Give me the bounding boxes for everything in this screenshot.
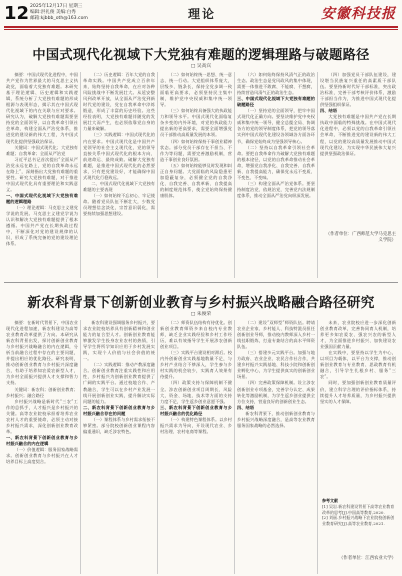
article1-column-1	[6, 72, 78, 278]
paragraph: 习近平总书记首次提出“全面从严治党永远在路上，党的自我革命永远在路上”，深刻指出大党独有难题的重要性。研究大党独有难题，对于推进中国式现代化具有重要理论和实践意义。	[6, 156, 78, 192]
paragraph: （四）完善政策保障机制。设立涉农创新创业专项基金，完善学分认定、成果转化等激励机制，为学生返乡创业提供全方位支持，营造良好的创新创业生态。	[237, 380, 315, 404]
paragraph: （三）实践逻辑：中国式现代化的内在要求。中国式现代化是中国共产党领导的社会主义现代化，党的领导直接关系中国式现代化的根本方向、前途命运、最终成败。破解大党独有难题，是推进中国式现代化的必然要求，只有把党建设好，才能确保中国式现代化行稳致远。	[83, 132, 155, 180]
article1-column-2	[83, 72, 155, 278]
issue-editor: 编辑:洪礼俊 美编:白秀	[30, 10, 76, 16]
paragraph: 新农科背景下，推动创新创业教育与乡村振兴战略深度融合，是高等农业教育服务国家战略的必然选择。	[237, 410, 315, 428]
masthead	[0, 0, 402, 30]
paragraph: 大党独有难题是中国共产党在长期执政中面临的特殊挑战。在中国式现代化进程中，必须以党的自我革命引领社会革命，不断推进党的建设新的伟大工程，以党的建设高质量发展推动中国式现代化建设，为实现中华民族伟大复兴提供坚强政治保证。	[320, 114, 396, 156]
paragraph: （四）政策支持与保障机制不健全。涉农创新创业项目周期长、风险大，资金、场地、技术等方面的支持力度不足，学生返乡创业意愿不强。	[160, 380, 232, 404]
subheading: 三、中国式现代化视域下大党独有难题的破题路径	[237, 96, 315, 108]
article2-column-2	[83, 320, 155, 574]
article2-column-4	[237, 320, 315, 574]
paragraph: （三）如何始终具备强大的执政能力和领导水平。中国式现代化面临复杂多变的内外环境，对党的执政能力提出新的更高要求，需要全面增强党员干部推动高质量发展的本领。	[160, 108, 232, 138]
header-rule	[4, 26, 398, 28]
paragraph: （二）坚持以自我革命引领社会革命。要把自我革命作为破解大党独有难题的根本途径，以党的自我革命推动社会革命，增强党自我净化、自我完善、自我革新、自我提高能力，确保党永远不变质、不变色、不变味。	[237, 144, 315, 180]
paragraph: （一）价值逻辑：服务国家战略需求。创新创业教育与乡村振兴在人才培养目标上高度契合。	[6, 446, 78, 465]
paragraph: （四）加强党员干部队伍建设，建设堪当民族复兴重任的高素质干部队伍。要坚持新时代好干部标准，突出政治标准，完善干部考核评价体系，激励干部担当作为，为推进中国式现代化提供坚强组织保证。	[320, 72, 396, 108]
subheading: 三、新农科背景下创新创业教育与乡村振兴融合的优化路径	[160, 404, 232, 416]
issue-meta	[30, 4, 88, 23]
paragraph: 摘要：在新时代背景下，中国农业现代化进程加速，新农科建设为高等农业教育改革提供了方向。本研究从新农科背景出发，探讨创新创业教育与乡村振兴战略融合的内在逻辑，分析当前融合过程中存在的主要问题，并提出相应的优化路径。研究表明，推动创新创业教育与乡村振兴深度融合，有助于培养知农爱农新型人才，为乡村全面振兴提供人才支撑和智力支持。	[6, 320, 78, 386]
paragraph: （三）搭建多元实践平台。加强与地方政府、农业企业、农民合作社合作，共建乡村振兴实践基地、科技小院和创新创业孵化中心，为学生提供真实的创新创业场景。	[237, 350, 315, 380]
paragraph: 同时，要加强创新创业教育质量评价，建立科学合理的评价指标体系，持续提升人才培养质量，为乡村振兴提供坚实的人才保障。	[320, 380, 396, 404]
article1-column-5	[320, 72, 396, 232]
article1-author-bio: （作者单位：广西师范大学马克思主义学院）	[325, 232, 396, 243]
article-divider	[4, 282, 398, 283]
paragraph: （二）师资队伍结构有待优化。创新创业教育师资多来自校内专业教师，缺乏企业实践经验和乡村工作经历，难以有效指导学生开展涉农创新创业项目。	[160, 320, 232, 350]
article2-references	[322, 498, 396, 527]
issue-email: 邮箱:kjbbb_oth@163.com	[30, 16, 88, 22]
paragraph: （一）如何始终不忘初心、牢记使命。随着党员队伍不断壮大，少数党员理想信念淡化，宗旨意识弱化，需要持续加强思想建设。	[83, 192, 155, 217]
newspaper-logo: 安徽科技报	[321, 6, 396, 22]
paragraph: （二）建设“双师型”师资队伍。聘请农业企业家、乡村能人、科技特派员担任创新创业导师，推动校内教师深入乡村一线挂职锻炼，打造专兼结合的高水平师资队伍。	[237, 320, 315, 350]
paragraph: （一）构建特色课程体系。以乡村振兴需求为导向，开设现代农业、乡村治理、农村电商等课程。	[160, 416, 232, 434]
paragraph: （一）坚持党的全面领导，把牢中国式现代化正确方向。要坚决维护党中央权威和集中统一领导，健全总揽全局、协调各方的党的领导制度体系，把党的领导落实到中国式现代化建设各领域各方面各环节，确保党始终成为坚强领导核心。	[237, 108, 315, 144]
article2-author-bio: （作者单位：江西农业大学）	[338, 556, 396, 561]
article2-column-3	[160, 320, 232, 574]
paragraph: （二）如何始终统一思想、统一意志、统一行动。大党组织体系庞大，层级多、链条长，保持全党步调一致面临更高要求，必须坚持民主集中制，维护党中央权威和集中统一领导。	[160, 72, 232, 108]
header-rule-thin	[4, 29, 398, 30]
paragraph: （二）历史逻辑：百年大党的自我革命实践。中国共产党成立百余年来，始终坚持自我革命，在应对各种风险挑战中不断发展壮大。从延安整风到改革开放，从全面从严治党到新时代党的建设，党在自我革命中淬炼锻造，形成了丰富的历史经验。这些经验表明，大党独有难题伴随党的发展壮大而产生，也必须依靠党自身的力量来破解。	[83, 72, 155, 132]
paragraph: 未来，农业院校应进一步深化创新创业教育改革，完善协同育人机制，培养更多知农爱农、强农兴农的新型人才，为全面推进乡村振兴、加快建设农业强国贡献力量。	[320, 320, 396, 350]
article1-column-3	[160, 72, 232, 278]
paragraph: 关键词：中国式现代化；大党独有难题；自我革命；全面从严治党	[6, 144, 78, 156]
paragraph: （四）如何始终保持干事创业精神状态。部分党员干部存在不担当、不作为等问题，需要完善激励机制，营造干事创业良好氛围。	[160, 138, 232, 162]
article2-column-1	[6, 320, 78, 574]
section-title: 理论	[188, 7, 217, 21]
article1-title: 中国式现代化视域下大党独有难题的逻辑理路与破题路径	[32, 48, 370, 63]
article1-author: □ 吴高宾	[190, 64, 212, 69]
references-heading: 参考文献	[322, 498, 338, 503]
paragraph: （二）实践逻辑：推动产教深度融合。创新创业教育注重实践性和应用性，乡村振兴为创新创业教育提供了广阔的实践平台。通过校地合作、产教融合，学生可以在乡村产业发展一线开展创新创业实践，提升解决实际问题的能力。	[83, 362, 155, 404]
paragraph: 关键词：新农科；创新创业教育；乡村振兴；融合路径	[6, 386, 78, 398]
paragraph: 新农科建设强调服务乡村振兴，要求农业院校培养具有创新精神和创业能力的复合型人才。创新创业教育能够激发学生投身农业农村的热情，引导学生将所学知识应用于乡村发展实践，实现个人价值与社会价值的统一。	[83, 320, 155, 362]
article1-column-4	[237, 72, 315, 278]
subheading: 四、结语	[320, 108, 337, 114]
paragraph: （三）实践平台建设相对滞后。校内外创新创业实践基地数量不足，与乡村产业结合不够深入，学生参与乡村实践的机会较少，实践育人效果有待提升。	[160, 350, 232, 380]
paragraph: 二、中国式现代化视域下大党独有难题的主要表现	[83, 180, 155, 192]
paragraph: （五）如何始终能够及时发现和纠正自身问题。大党面临的风险隐患更加隐蔽复杂，必须健全党的自我净化、自我完善、自我革新、自我提高的制度规范体系，使全党始终保持健康肌体。	[160, 162, 232, 198]
issue-date: 2025年12月17日 星期三	[30, 4, 83, 9]
paragraph: （三）构建全面从严治党体系。要坚持制度治党、依规治党，完善党内法规制度体系，推动全面从严治党向纵深发展。	[237, 180, 315, 198]
subheading: 四、结语	[237, 404, 254, 410]
reference-item: [2] 刘丽.乡村振兴战略下农业院校创新创业教育研究[J].高等农业教育,2021.	[322, 515, 395, 527]
paragraph: 乡村振兴战略是新时代“三农”工作的总抓手，人才振兴是乡村振兴的关键。高等农业院校承担着培养农业农村人才的重要使命，必须主动对接乡村振兴需求，深化创新创业教育改革。	[6, 398, 78, 434]
paragraph: （一）课程体系与乡村需求衔接不够紧密。部分院校创新创业课程内容偏重通识，缺乏涉农特色。	[83, 416, 155, 434]
paragraph: （六）如何始终保持风清气正的政治生态。政治生态是党风政风的集中体现，需要一体推进不敢腐、不能腐、不想腐，持续营造风清气正的政治生态。	[237, 72, 315, 96]
article2-author: □ 朱俊荣	[190, 312, 212, 317]
subheading: 一、中国式现代化视域下大党独有难题的逻辑理路	[6, 192, 78, 204]
subheading: 一、新农科背景下创新创业教育与乡村振兴融合的内在逻辑	[6, 434, 78, 446]
reference-item: [1] 吴岩.新农科建设背景下高等农业教育改革的思考[J].中国高等教育,2020.	[322, 503, 395, 515]
article2-title: 新农科背景下创新创业教育与乡村振兴战略融合路径研究	[27, 295, 375, 311]
paragraph: 在实践中，要坚持以学生为中心，以项目为载体，以平台为支撑，推动创新创业教育与专业教育、思政教育有机融合，引导学生扎根乡村、服务“三农”。	[320, 350, 396, 380]
paragraph: 摘要：中国式现代化进程中，中国共产党作为世界最大的马克思主义执政党，面临着大党独有难题。本研究基于理论逻辑、历史逻辑和实践逻辑，系统分析了大党独有难题的形成根源与表现形态，揭示其在中国式现代化视域下的内在关联与应对要求。研究认为，破解大党独有难题需要坚持党的全面领导，以自我革命引领社会革命，构建全面从严治党体系，推进党的建设新的伟大工程，为中国式现代化提供坚强政治保证。	[6, 72, 78, 144]
subheading: 二、新农科背景下创新创业教育与乡村振兴融合存在的问题	[83, 404, 155, 416]
page-number: 12	[4, 3, 30, 24]
article2-column-5	[320, 320, 396, 496]
paragraph: （一）理论逻辑：马克思主义建党学说的发展。马克思主义建党学说为认识和解决大党独有难题提供了根本遵循。中国共产党在长期执政过程中，不断深化对党的建设规律的认识，形成了系统完备的党的建设理论体系。	[6, 205, 78, 247]
